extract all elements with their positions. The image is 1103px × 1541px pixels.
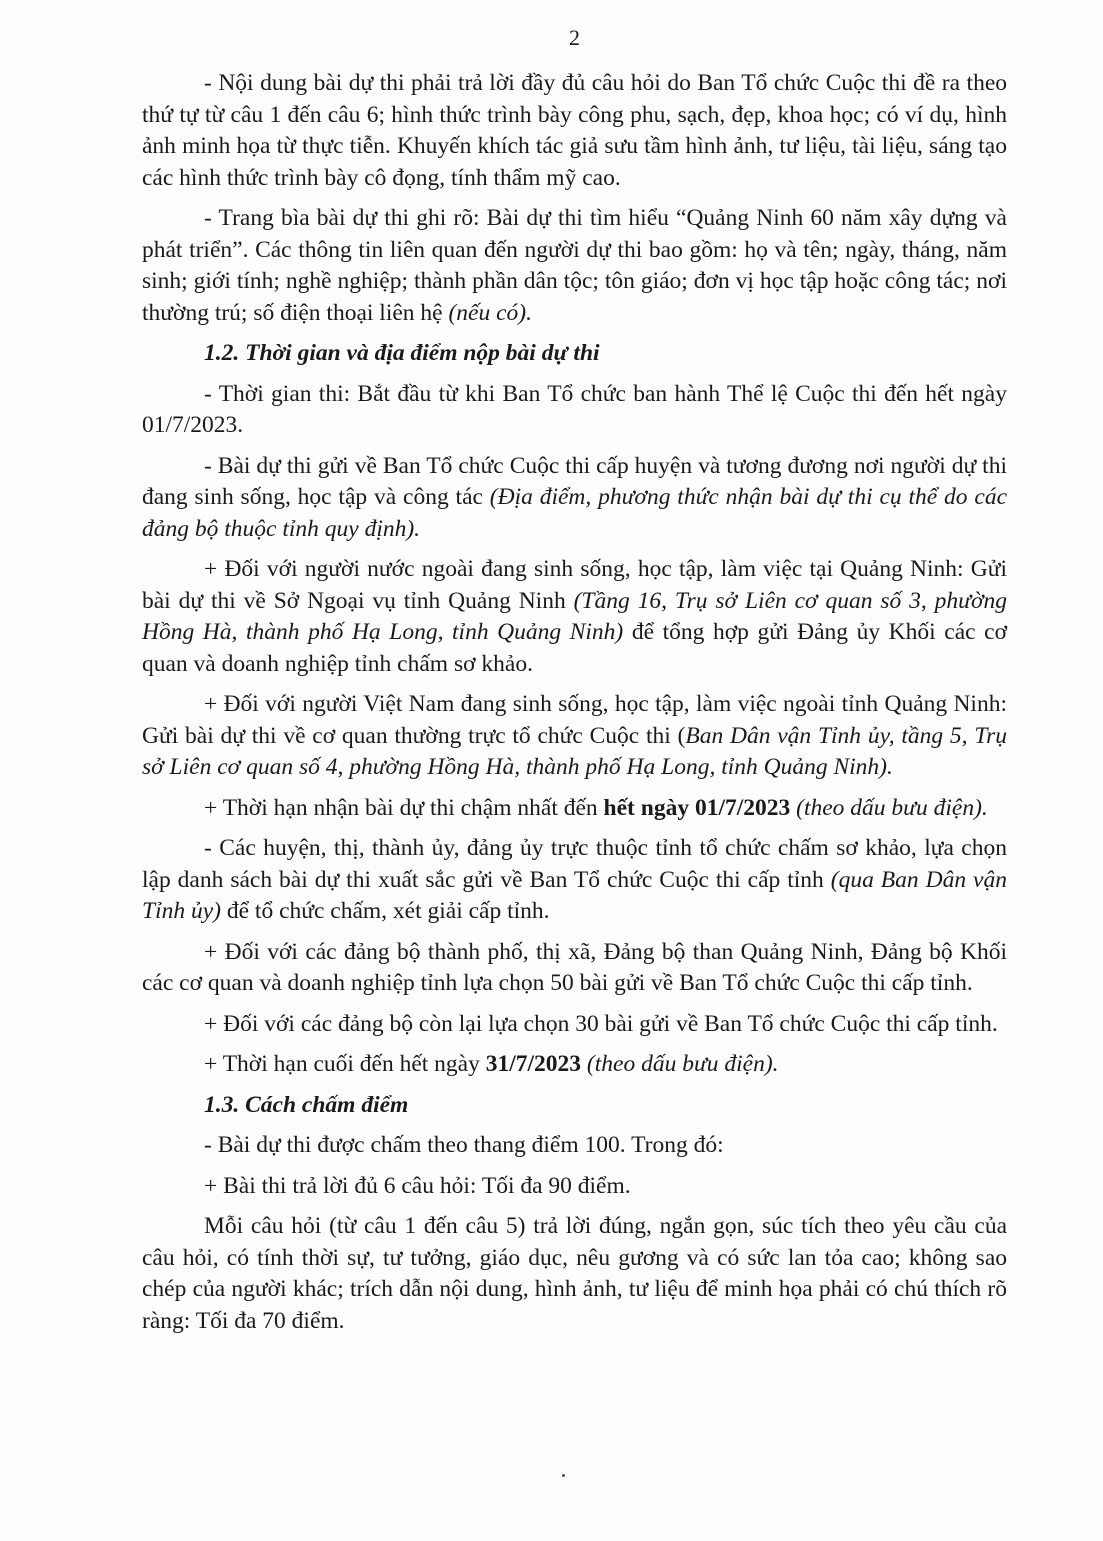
text-run: - Nội dung bài dự thi phải trả lời đầy đủ câu hỏi do Ban Tổ chức Cuộc thi đề ra theo thứ tự từ câu 1 đến câu 6; hình thức trình bày công phu, sạch, đẹp, khoa học; có ví dụ, hình ảnh minh họa từ thực tiễn. Khuyến khích tác giả sưu tầm hình ảnh, tư liệu, tài liệu, sáng tạo các hình thức trình bày cô đọng, tính thẩm mỹ cao. <box>142 70 1007 191</box>
paragraph <box>142 554 1007 680</box>
text-run: để tổ chức chấm, xét giải cấp tỉnh. <box>220 898 550 924</box>
paragraph <box>142 689 1007 784</box>
paragraph <box>142 1130 1007 1162</box>
text-run: - Trang bìa bài dự thi ghi rõ: Bài dự thi tìm hiểu “Quảng Ninh 60 năm xây dựng và phát triển”. Các thông tin liên quan đến người dự thi bao gồm: họ và tên; ngày, tháng, năm sinh; giới tính; nghề nghiệp; thành phần dân tộc; tôn giáo; đơn vị học tập hoặc công tác; nơi thường trú; số điện thoại liên hệ <box>142 205 1007 326</box>
text-run: - Bài dự thi được chấm theo thang điểm 100. Trong đó: <box>204 1132 724 1158</box>
italic-run: (Tầng 16, Trụ sở Liên cơ quan số 3, phường Hồng Hà, thành phố Hạ Long, tỉnh Quảng Ninh) <box>142 587 1007 645</box>
paragraph <box>142 1211 1007 1337</box>
italic-run: (qua Ban Dân vận Tỉnh ủy) <box>142 866 1007 924</box>
text-run: 1.2. Thời gian và địa điểm nộp bài dự thi <box>204 340 600 366</box>
text-run: - Bài dự thi gửi về Ban Tổ chức Cuộc thi cấp huyện và tương đương nơi người dự thi đang sinh sống, học tập và công tác <box>142 452 1007 510</box>
paragraph <box>142 1009 1007 1041</box>
text-run: + Đối với các đảng bộ còn lại lựa chọn 30 bài gửi về Ban Tổ chức Cuộc thi cấp tỉnh. <box>204 1010 998 1037</box>
text-run: + Thời hạn nhận bài dự thi chậm nhất đến <box>204 794 604 821</box>
text-run: để tổng hợp gửi Đảng ủy Khối các cơ quan và doanh nghiệp tỉnh chấm sơ khảo. <box>142 619 1007 677</box>
text-run: + Đối với các đảng bộ thành phố, thị xã, Đảng bộ than Quảng Ninh, Đảng bộ Khối các cơ quan và doanh nghiệp tỉnh lựa chọn 50 bài gửi về Ban Tổ chức Cuộc thi cấp tỉnh. <box>142 938 1007 996</box>
section-heading <box>142 1090 1007 1122</box>
bold-run: hết ngày 01/7/2023 <box>603 794 791 821</box>
scan-speck <box>562 1474 565 1477</box>
paragraph <box>142 833 1007 928</box>
text-run: + Đối với người Việt Nam đang sinh sống, học tập, làm việc ngoài tỉnh Quảng Ninh: Gửi bài dự thi về cơ quan thường trực tổ chức Cuộc thi ( <box>142 691 1007 749</box>
italic-run: Ban Dân vận Tỉnh ủy, tầng 5, Trụ sở Liên cơ quan số 4, phường Hồng Hà, thành phố Hạ Long, tỉnh Quảng Ninh). <box>142 722 1007 780</box>
text-run: 1.3. Cách chấm điểm <box>204 1091 409 1118</box>
text-run: + Đối với người nước ngoài đang sinh sống, học tập, làm việc tại Quảng Ninh: Gửi bài dự thi về Sở Ngoại vụ tỉnh Quảng Ninh <box>142 556 1007 614</box>
italic-run: (theo dấu bưu điện). <box>586 1051 779 1077</box>
italic-run: (nếu có). <box>448 299 532 326</box>
italic-run: (Địa điểm, phương thức nhận bài dự thi cụ thể do các đảng bộ thuộc tỉnh quy định). <box>142 484 1008 542</box>
italic-run: (theo dấu bưu điện). <box>796 794 988 821</box>
text-run: - Thời gian thi: Bắt đầu từ khi Ban Tổ chức ban hành Thể lệ Cuộc thi đến hết ngày 01/7/2023. <box>142 380 1007 438</box>
paragraph <box>142 937 1007 1000</box>
section-heading <box>142 338 1007 370</box>
paragraph <box>142 379 1007 442</box>
paragraph <box>142 793 1007 825</box>
paragraph <box>142 68 1007 194</box>
document-body <box>142 68 1007 1337</box>
paragraph <box>142 1049 1007 1081</box>
paragraph <box>142 451 1007 546</box>
page-number: 2 <box>569 25 580 50</box>
text-run: + Bài thi trả lời đủ 6 câu hỏi: Tối đa 90 điểm. <box>204 1172 631 1199</box>
text-run: - Các huyện, thị, thành ủy, đảng ủy trực thuộc tỉnh tổ chức chấm sơ khảo, lựa chọn lập danh sách bài dự thi xuất sắc gửi về Ban Tổ chức Cuộc thi cấp tỉnh <box>142 835 1007 893</box>
text-run: + Thời hạn cuối đến hết ngày <box>204 1051 486 1077</box>
paragraph <box>142 1171 1007 1203</box>
bold-run: 31/7/2023 <box>485 1051 582 1077</box>
paragraph <box>142 203 1007 329</box>
text-run: Mỗi câu hỏi (từ câu 1 đến câu 5) trả lời đúng, ngắn gọn, súc tích theo yêu cầu của câu hỏi, có tính thời sự, tư tưởng, giáo dục, nêu gương và có sức lan tỏa cao; không sao chép của người khác; trích dẫn nội dung, hình ảnh, tư liệu để minh họa phải có chú thích rõ ràng: Tối đa 70 điểm. <box>142 1213 1007 1334</box>
